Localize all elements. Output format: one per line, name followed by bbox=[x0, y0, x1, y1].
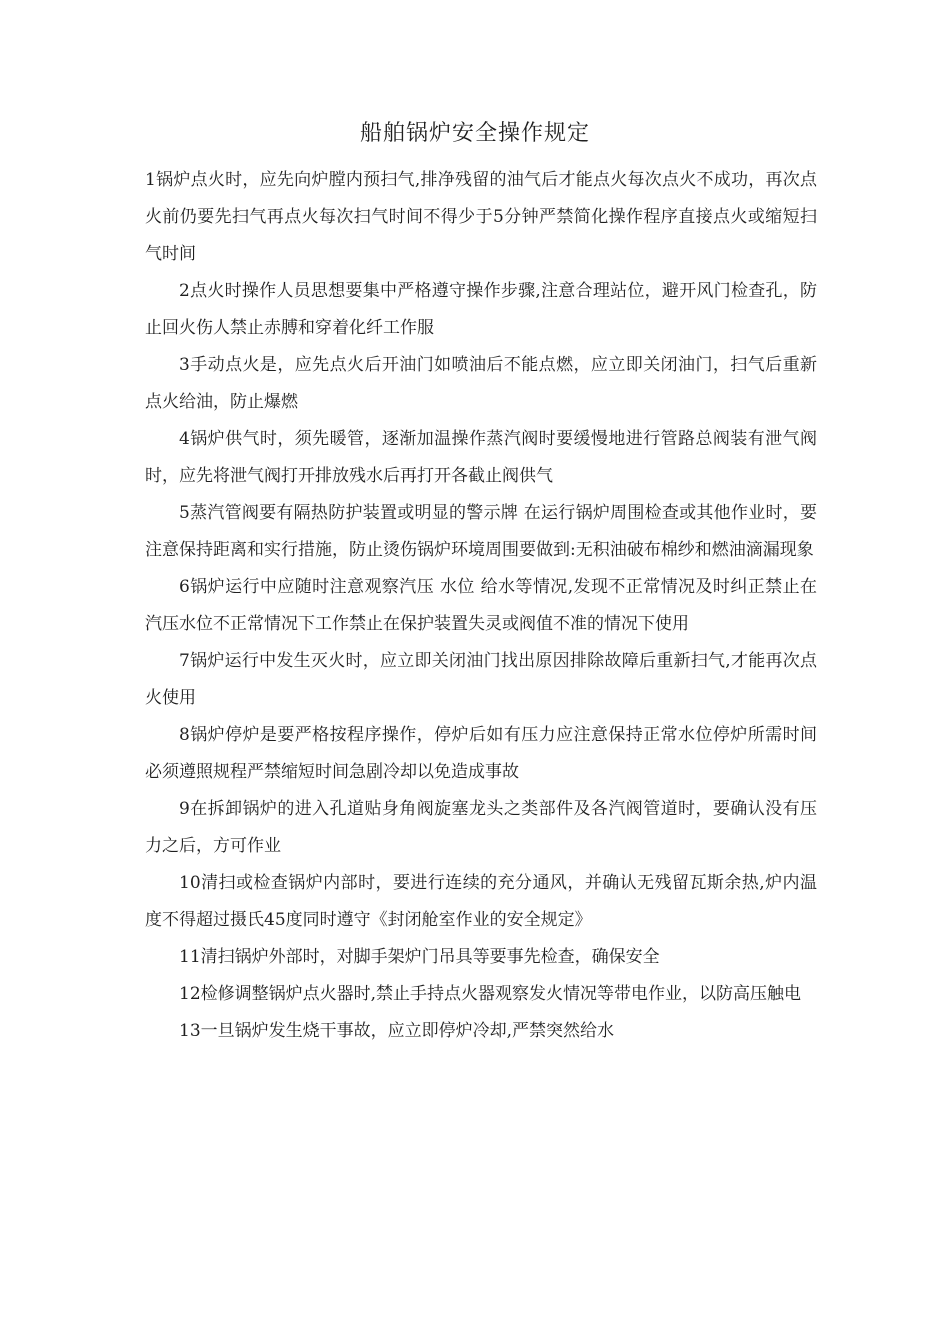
paragraph-8: 8锅炉停炉是要严格按程序操作，停炉后如有压力应注意保持正常水位停炉所需时间必须遵照规程严禁缩短时间急剧冷却以免造成事故 bbox=[145, 725, 817, 782]
paragraph-5: 5蒸汽管阀要有隔热防护装置或明显的警示牌 在运行锅炉周围检查或其他作业时，要注意保持距离和实行措施，防止烫伤锅炉环境周围要做到:无积油破布棉纱和燃油滴漏现象 bbox=[145, 503, 817, 560]
paragraph-12: 12检修调整锅炉点火器时,禁止手持点火器观察发火情况等带电作业，以防高压触电 bbox=[179, 984, 802, 1004]
paragraph-1: 1锅炉点火时，应先向炉膛内预扫气,排净残留的油气后才能点火每次点火不成功，再次点火前仍要先扫气再点火每次扫气时间不得少于5分钟严禁简化操作程序直接点火或缩短扫气时间 bbox=[145, 170, 817, 264]
paragraph-13: 13一旦锅炉发生烧干事故，应立即停炉冷却,严禁突然给水 bbox=[179, 1021, 615, 1041]
paragraph-4: 4锅炉供气时，须先暖管，逐渐加温操作蒸汽阀时要缓慢地进行管路总阀装有泄气阀时，应先将泄气阀打开排放残水后再打开各截止阀供气 bbox=[145, 429, 817, 486]
document-title: 船舶锅炉安全操作规定 bbox=[359, 121, 590, 146]
paragraph-11: 11清扫锅炉外部时，对脚手架炉门吊具等要事先检查，确保安全 bbox=[179, 947, 660, 967]
paragraph-6: 6锅炉运行中应随时注意观察汽压 水位 给水等情况,发现不正常情况及时纠正禁止在汽压水位不正常情况下工作禁止在保护装置失灵或阀值不准的情况下使用 bbox=[145, 577, 817, 634]
paragraph-7: 7锅炉运行中发生灭火时，应立即关闭油门找出原因排除故障后重新扫气,才能再次点火使用 bbox=[145, 651, 817, 708]
paragraph-2: 2点火时操作人员思想要集中严格遵守操作步骤,注意合理站位，避开风门检查孔，防止回火伤人禁止赤膊和穿着化纤工作服 bbox=[145, 281, 817, 338]
paragraph-9: 9在拆卸锅炉的进入孔道贴身角阀旋塞龙头之类部件及各汽阀管道时，要确认没有压力之后，方可作业 bbox=[145, 799, 817, 856]
paragraph-3: 3手动点火是，应先点火后开油门如喷油后不能点燃，应立即关闭油门，扫气后重新点火给油，防止爆燃 bbox=[145, 355, 817, 412]
document-body bbox=[145, 162, 817, 1050]
paragraph-10: 10清扫或检查锅炉内部时，要进行连续的充分通风，并确认无残留瓦斯余热,炉内温度不得超过摄氏45度同时遵守《封闭舱室作业的安全规定》 bbox=[145, 873, 817, 930]
